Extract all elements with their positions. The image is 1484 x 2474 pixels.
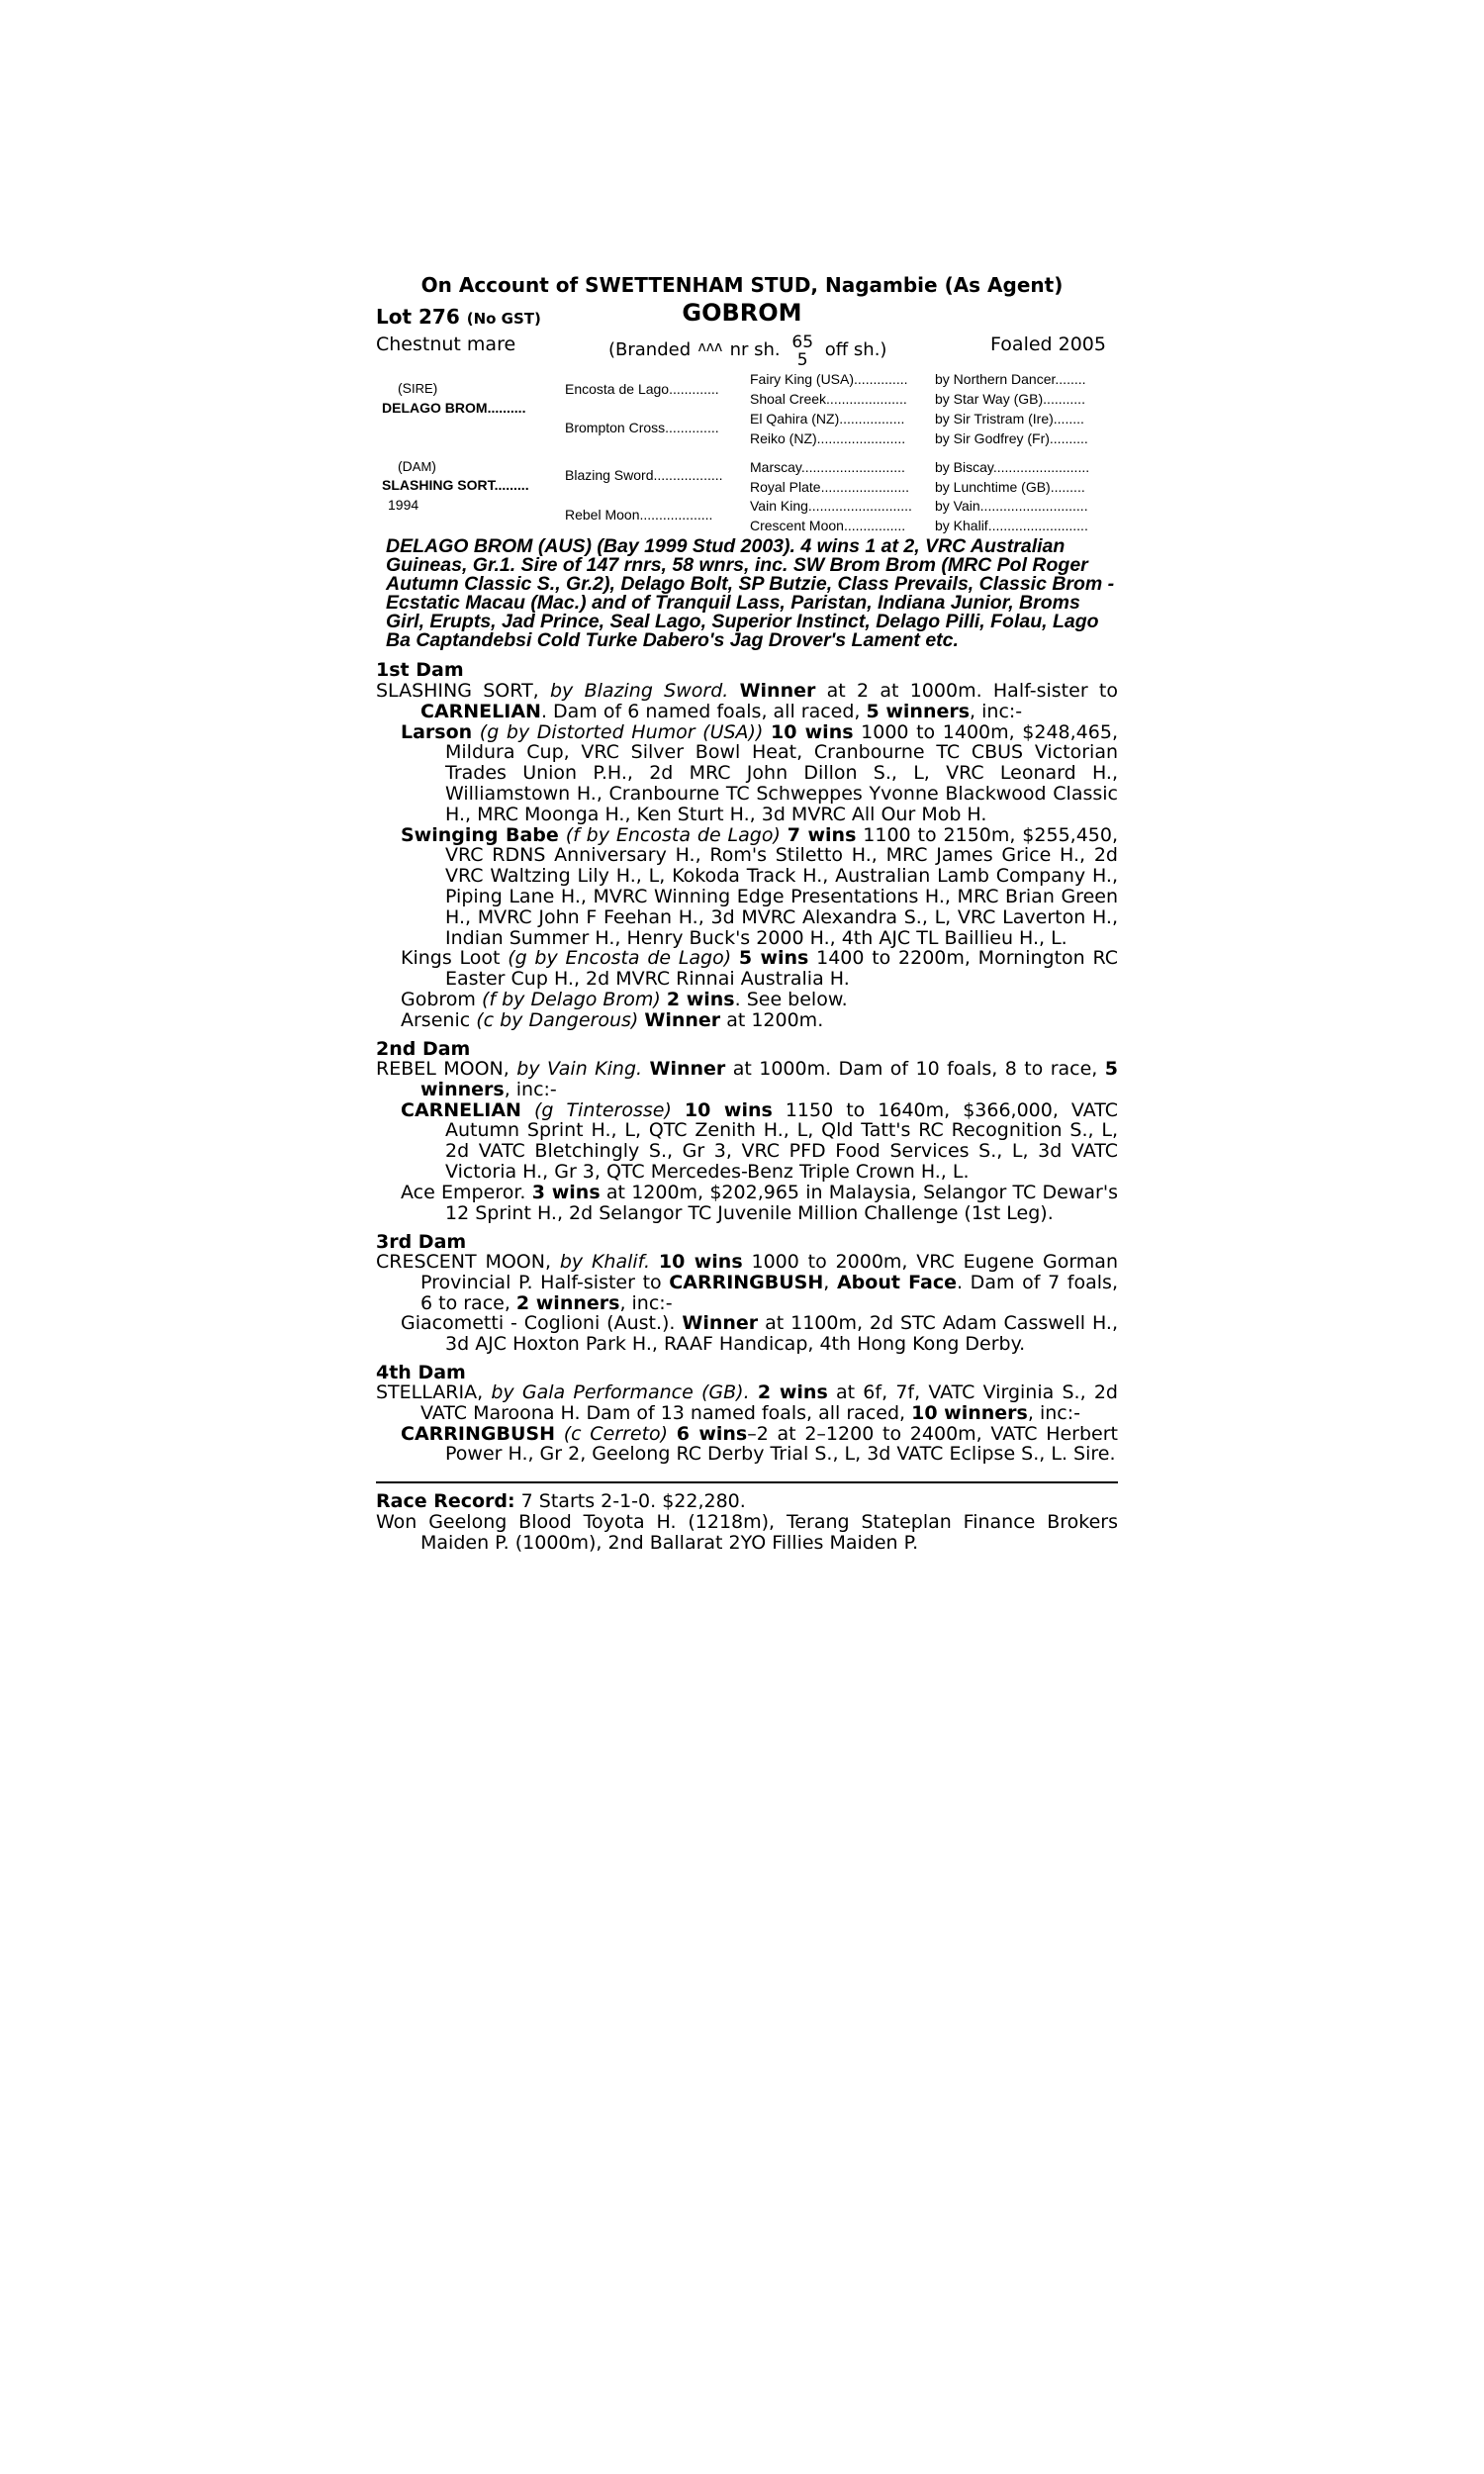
dam2-section [376,1059,1118,1223]
bold-text: Winner [649,1058,726,1080]
horse-name: GOBROM [682,299,802,327]
pedigree-gen3-item: Reiko (NZ)....................... [750,430,906,446]
pedigree-gen3-item: El Qahira (NZ)................. [750,411,905,427]
foal-entry [376,1424,1118,1466]
dam4-intro [376,1382,1118,1424]
pedigree-gen3-item: Crescent Moon................ [750,518,906,533]
pedigree-gen3-item: Shoal Creek..................... [750,391,907,407]
foal-by: (c Cerreto) [563,1422,669,1445]
text: , inc:- [619,1291,673,1314]
dam-sire: by Vain King. [516,1058,643,1080]
bold-text: CARNELIAN [420,700,541,722]
text: 1000 to 2000m, VRC Eugene Gorman Provincial P. Half-sister to [420,1251,1118,1293]
text: . Dam of 7 foals, 6 to race, [420,1271,1118,1314]
lot-number [376,305,541,329]
gen4-name: by Vain [935,498,980,514]
foal-by: (g by Encosta de Lago) [508,947,732,970]
foal-name: Kings Loot [401,947,501,970]
foal-record: at 1200m. [720,1008,824,1031]
dam3-intro [376,1252,1118,1313]
gen3-name: Shoal Creek [750,391,827,407]
foaled-year: Foaled 2005 [990,333,1106,355]
gen3-name: Reiko (NZ) [750,430,817,446]
foal-wins: 6 wins [676,1422,748,1445]
foal-name: Swinging Babe [401,823,559,846]
pedigree-gen4-item: by Northern Dancer........ [935,371,1086,387]
bold-text: 2 wins [757,1381,828,1403]
pedigree-gen4-item: by Sir Godfrey (Fr).......... [935,430,1088,446]
foal-record: at 1200m, $202,965 in Malaysia, Selangor TC Dewar's 12 Sprint H., 2d Selangor TC Juvenile Million Challenge (1st Leg). [445,1181,1118,1224]
bold-text: 10 winners [911,1401,1028,1424]
brand-number-top: 65 [791,333,814,352]
foal-record: 1150 to 1640m, $366,000, VATC Autumn Sprint H., L, QTC Zenith H., L, Qld Tatt's RC Recognition S., L, 2d VATC Bletchingly S., Gr 3, VRC PFD Food Services S., L, 3d VATC Victoria H., Gr 3, QTC Mercedes-Benz Triple Crown H., L. [445,1098,1118,1183]
gen2-name: Encosta de Lago [565,381,670,397]
dam4-heading: 4th Dam [376,1362,466,1383]
foal-name: Ace Emperor. [401,1181,526,1203]
pedigree-gen3-item: Vain King........................... [750,498,912,514]
brand-mark-icon: ᴧᴧᴧ [697,339,723,355]
dam-label: (DAM) [398,458,436,474]
dam-name: REBEL MOON, [376,1058,510,1080]
pedigree-gen4-item: by Biscay......................... [935,459,1090,475]
text: , inc:- [970,700,1023,722]
foal-by: (f by Delago Brom) [481,988,661,1010]
foal-entry [376,948,1118,990]
dam1-intro [376,681,1118,722]
pedigree-gen4-item: by Vain............................ [935,498,1088,514]
text: , [823,1271,837,1293]
foal-wins: 7 wins [787,823,857,846]
pedigree-gen2-item: Brompton Cross.............. [565,420,719,435]
gen3-name: Marscay [750,459,801,475]
text: at 6f, 7f, VATC Virginia S., 2d VATC Maroona H. Dam of 13 named foals, all raced, [420,1381,1118,1424]
gen4-name: by Sir Tristram (Ire) [935,411,1054,427]
brand-number [791,333,813,369]
foal-record: . See below. [734,988,848,1010]
gen3-name: Fairy King (USA) [750,371,855,387]
sire-note: DELAGO BROM (AUS) (Bay 1999 Stud 2003). 4 wins 1 at 2, VRC Australian Guineas, Gr.1. Sire of 147 rnrs, 58 wnrs, inc. SW Brom Brom (MRC Pol Roger Autumn Classic S., Gr.2), Delago Bolt, SP Butzie, Class Prevails, Classic Brom - Ecstatic Macau (Mac.) and of Tranquil Lass, Paristan, Indiana Junior, Broms Girl, Erupts, Jad Prince, Seal Lago, Superior Instinct, Delago Pilli, Folau, Lago Ba Captandebsi Cold Turke Dabero's Jag Drover's Lament etc. [386,535,1115,651]
bold-text: Winner [739,680,816,702]
dam-year: 1994 [388,497,419,513]
race-record [376,1491,1118,1512]
foal-name: CARRINGBUSH [401,1422,555,1445]
race-record-value: 7 Starts 2-1-0. $22,280. [514,1490,746,1512]
brand-description [608,333,886,369]
pedigree-gen3-item: Royal Plate....................... [750,479,910,495]
pedigree-gen4-item: by Sir Tristram (Ire)........ [935,411,1084,427]
foal-name: Larson [401,720,473,743]
gen3-name: Royal Plate [750,479,821,495]
pedigree-gen4-item: by Lunchtime (GB)......... [935,479,1085,495]
gen4-name: by Star Way (GB) [935,391,1044,407]
dam-sire: by Khalif. [559,1251,651,1273]
text: , inc:- [1027,1401,1080,1424]
dam-name: SLASHING SORT......... [382,477,529,493]
text: at 2 at 1000m. Half-sister to [815,680,1118,702]
foal-record: –2 at 2–1200 to 2400m, VATC Herbert Power H., Gr 2, Geelong RC Derby Trial S., L, 3d VATC Eclipse S., L. Sire. [445,1422,1119,1466]
pedigree-gen4-item: by Star Way (GB)........... [935,391,1085,407]
foal-wins: 10 wins [684,1098,773,1121]
bold-text: CARRINGBUSH [669,1271,824,1293]
pedigree-gen3-item: Marscay........................... [750,459,905,475]
bold-text: 2 winners [515,1291,620,1314]
gen3-name: Vain King [750,498,808,514]
brand-suffix: off sh.) [824,339,887,360]
foal-by: (g by Distorted Humor (USA)) [479,720,764,743]
foal-wins: 2 wins [666,988,735,1010]
brand-prefix: (Branded [608,339,692,360]
dam4-section [376,1382,1118,1465]
divider-rule [376,1481,1118,1483]
foal-wins: 10 wins [771,720,854,743]
sire-name-text: DELAGO BROM [382,400,488,416]
foal-wins: 3 wins [531,1181,601,1203]
gen2-name: Brompton Cross [565,420,666,435]
text: at 1000m. Dam of 10 foals, 8 to race, [725,1058,1105,1080]
pedigree-gen2-item: Encosta de Lago............. [565,381,719,397]
lot-label: Lot 276 [376,305,460,329]
horse-colour-sex: Chestnut mare [376,333,516,355]
foal-record: 1100 to 2150m, $255,450, VRC RDNS Anniversary H., Rom's Stiletto H., MRC James Grice H., 2d VRC Waltzing Lily H., L, Kokoda Track H., Australian Lamb Company H., Piping Lane H., MVRC Winning Edge Presentations H., MRC Brian Green H., MVRC John F Feehan H., 3d MVRC Alexandra S., L, VRC Laverton H., Indian Summer H., Henry Buck's 2000 H., 4th AJC TL Baillieu H., L. [445,823,1119,949]
dam3-heading: 3rd Dam [376,1231,467,1253]
foal-by: (g Tinterosse) [533,1098,672,1121]
dam2-heading: 2nd Dam [376,1038,471,1060]
gen4-name: by Lunchtime (GB) [935,479,1051,495]
bold-text: 5 winners [866,700,971,722]
foal-by: (f by Encosta de Lago) [565,823,781,846]
text: . Dam of 6 named foals, all raced, [540,700,867,722]
gen2-name: Blazing Sword [565,467,654,483]
gen2-name: Rebel Moon [565,507,640,523]
gst-note: (No GST) [466,310,541,328]
dam-name: CRESCENT MOON, [376,1251,552,1273]
foal-name: Arsenic [401,1008,471,1031]
dam3-section [376,1252,1118,1355]
foal-wins: Winner [644,1008,721,1031]
foal-entry [376,1183,1118,1224]
foal-name: Giacometti - Coglioni (Aust.). [401,1312,676,1335]
foal-entry [376,990,1118,1010]
foal-record: at 1100m, 2d STC Adam Casswell H., 3d AJC Hoxton Park H., RAAF Handicap, 4th Hong Kong Derby. [445,1312,1118,1356]
gen3-name: Crescent Moon [750,518,844,533]
foal-entry [376,1313,1118,1355]
dam1-section [376,681,1118,1031]
gen4-name: by Northern Dancer [935,371,1056,387]
foal-name: CARNELIAN [401,1098,521,1121]
foal-by: (c by Dangerous) [476,1008,639,1031]
dam-sire: by Blazing Sword. [550,680,729,702]
race-record-label: Race Record: [376,1490,515,1512]
sire-name: DELAGO BROM.......... [382,400,526,416]
brand-mid: nr sh. [729,339,781,360]
foal-entry [376,1100,1118,1183]
dam-name-text: SLASHING SORT [382,477,495,493]
gen4-name: by Khalif [935,518,988,533]
foal-entry [376,722,1118,825]
foal-entry [376,825,1118,949]
text: , inc:- [504,1078,557,1100]
foal-record: 1400 to 2200m, Mornington RC Easter Cup H., 2d MVRC Rinnai Australia H. [445,947,1118,991]
foal-name: Gobrom [401,988,476,1010]
gen4-name: by Sir Godfrey (Fr) [935,430,1050,446]
pedigree-gen3-item: Fairy King (USA).............. [750,371,908,387]
dam-name: SLASHING SORT, [376,680,539,702]
race-record-section [376,1491,1118,1553]
foal-wins: 5 wins [738,947,809,970]
pedigree-gen4-item: by Khalif.......................... [935,518,1088,533]
pedigree-gen2-item: Blazing Sword.................. [565,467,723,483]
dam-name: STELLARIA, [376,1381,484,1403]
dam2-intro [376,1059,1118,1100]
bold-text: 5 winners [420,1058,1119,1100]
dam-sire: by Gala Performance (GB). [491,1381,750,1403]
gen3-name: El Qahira (NZ) [750,411,840,427]
sire-label: (SIRE) [398,380,438,396]
foal-wins: Winner [682,1312,759,1335]
brand-number-bottom: 5 [796,350,808,370]
vendor-header: On Account of SWETTENHAM STUD, Nagambie (As Agent) [420,273,1064,297]
bold-text: 10 wins [658,1251,743,1273]
dam1-heading: 1st Dam [376,659,464,681]
foal-entry [376,1010,1118,1031]
gen4-name: by Biscay [935,459,993,475]
pedigree-gen2-item: Rebel Moon................... [565,507,713,523]
race-record-detail: Won Geelong Blood Toyota H. (1218m), Terang Stateplan Finance Brokers Maiden P. (1000m), 2nd Ballarat 2YO Fillies Maiden P. [376,1510,1118,1554]
foal-record: 1000 to 1400m, $248,465, Mildura Cup, VRC Silver Bowl Heat, Cranbourne TC CBUS Victorian Trades Union P.H., 2d MRC John Dillon S., L, VRC Leonard H., Williamstown H., Cranbourne TC Schweppes Yvonne Blackwood Classic H., MRC Moonga H., Ken Sturt H., 3d MVRC All Our Mob H. [445,720,1118,825]
bold-text: About Face [836,1271,957,1293]
